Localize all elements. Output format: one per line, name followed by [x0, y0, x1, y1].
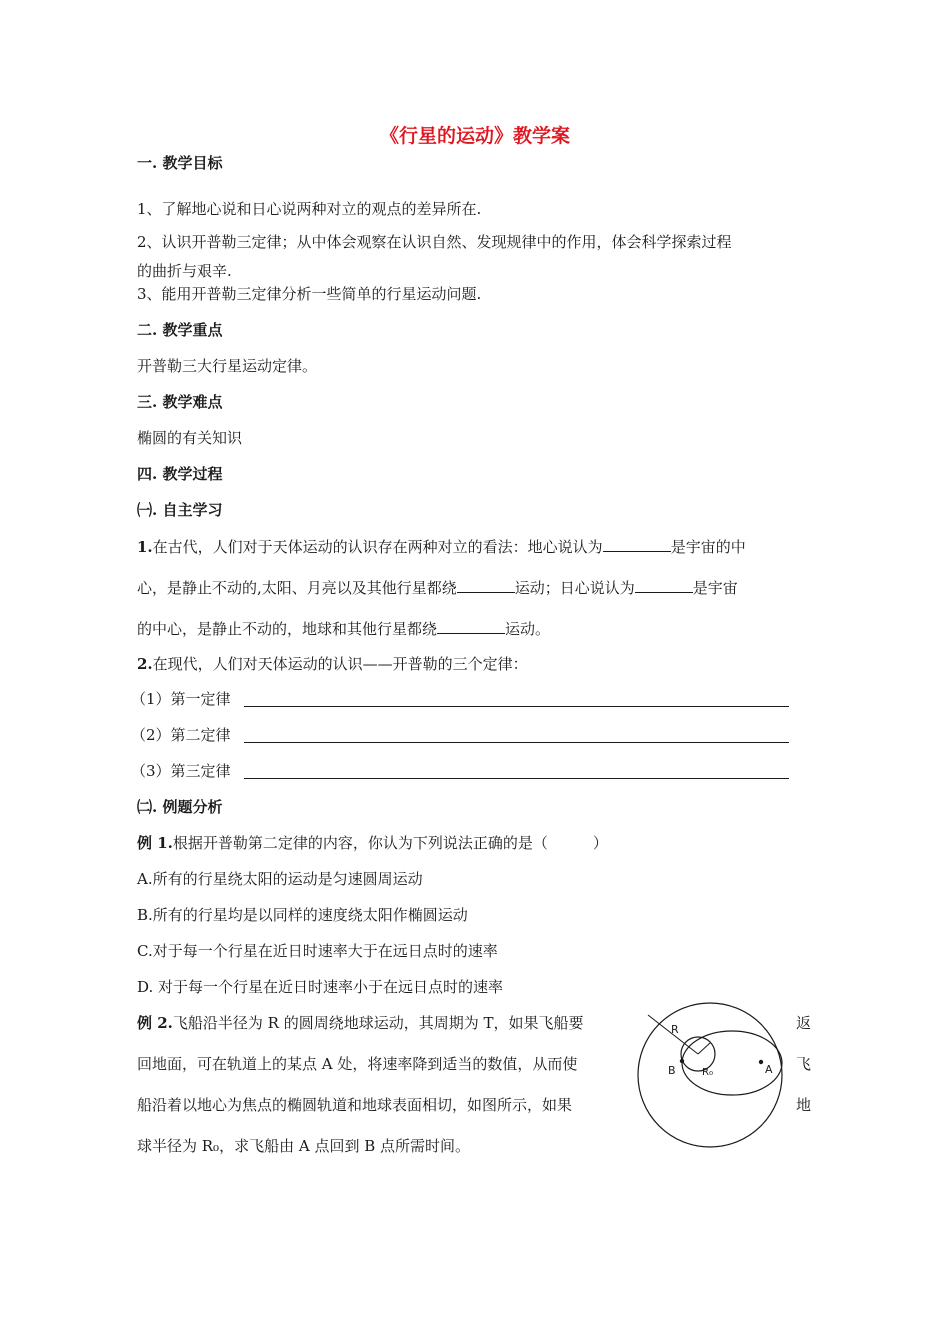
question-1-text-c: 心，是静止不动的,太阳、月亮以及其他行星都绕 — [137, 579, 457, 597]
question-2-number: 2. — [137, 655, 153, 673]
question-1-number: 1. — [137, 538, 153, 556]
example-2-line-2-end: 飞 — [796, 1055, 812, 1073]
example-2-line-3: 船沿着以地心为焦点的椭圆轨道和地球表面相切，如图所示，如果 — [137, 1096, 573, 1114]
heading-self-study: ㈠. 自主学习 — [137, 501, 223, 519]
answer-blank-4[interactable] — [437, 618, 505, 634]
law-1-label: （1）第一定律 — [131, 690, 231, 708]
law-3-label: （3）第三定律 — [131, 762, 231, 780]
option-d: D. 对于每一个行星在近日时速率小于在远日点时的速率 — [137, 978, 504, 996]
question-1-line-3 — [137, 618, 550, 639]
example-2-line-3-end: 地 — [796, 1096, 812, 1114]
example-2-line-2: 回地面，可在轨道上的某点 A 处，将速率降到适当的数值，从而使 — [137, 1055, 578, 1073]
law-2-label: （2）第二定律 — [131, 726, 231, 744]
document-title: 《行星的运动》教学案 — [379, 125, 570, 147]
question-1-line-1 — [137, 536, 746, 557]
example-2-text-1: 飞船沿半径为 R 的圆周绕地球运动，其周期为 T，如果飞船要 — [172, 1014, 584, 1032]
point-a-dot — [759, 1060, 763, 1064]
example-1-text: 根据开普勒第二定律的内容，你认为下列说法正确的是（ ） — [172, 834, 608, 852]
orbit-diagram — [630, 995, 790, 1155]
option-c: C.对于每一个行星在近日时速率大于在远日点时的速率 — [137, 942, 498, 960]
heading-objectives: 一. 教学目标 — [137, 154, 223, 172]
label-a: A — [765, 1063, 773, 1076]
radius-r0-line — [698, 1043, 710, 1054]
label-r: R — [671, 1023, 679, 1036]
objective-3: 3、能用开普勒三定律分析一些简单的行星运动问题. — [137, 285, 482, 303]
example-1 — [137, 833, 608, 853]
question-1-text-f: 的中心，是静止不动的，地球和其他行星都绕 — [137, 620, 438, 638]
example-2-line-4: 球半径为 R₀，求飞船由 A 点回到 B 点所需时间。 — [137, 1137, 471, 1155]
key-points-text: 开普勒三大行星运动定律。 — [137, 357, 318, 375]
example-2-label: 例 2. — [137, 1014, 173, 1032]
example-2-line-1 — [137, 1013, 584, 1033]
heading-process: 四. 教学过程 — [137, 465, 223, 483]
example-2-line-1-end: 返 — [796, 1014, 812, 1032]
law-3-answer-line[interactable] — [244, 778, 789, 779]
heading-examples: ㈡. 例题分析 — [137, 798, 223, 816]
objective-2-cont: 的曲折与艰辛. — [137, 262, 232, 280]
question-1-text-e: 是宇宙 — [692, 579, 738, 597]
label-r0: R₀ — [702, 1067, 713, 1078]
heading-difficulties: 三. 教学难点 — [137, 393, 223, 411]
law-1-answer-line[interactable] — [244, 706, 789, 707]
question-1-text-a: 在古代，人们对于天体运动的认识存在两种对立的看法：地心说认为 — [152, 538, 603, 556]
question-2 — [137, 654, 528, 674]
objective-2: 2、认识开普勒三定律；从中体会观察在认识自然、发现规律中的作用，体会科学探索过程 — [137, 233, 732, 251]
question-1-text-d: 运动；日心说认为 — [514, 579, 635, 597]
question-1-line-2 — [137, 577, 738, 598]
label-b: B — [668, 1064, 676, 1077]
answer-blank-2[interactable] — [457, 577, 515, 593]
example-1-label: 例 1. — [137, 834, 173, 852]
option-a: A.所有的行星绕太阳的运动是匀速圆周运动 — [137, 870, 423, 888]
question-1-text-b: 是宇宙的中 — [670, 538, 746, 556]
answer-blank-1[interactable] — [603, 536, 671, 552]
heading-key-points: 二. 教学重点 — [137, 321, 223, 339]
question-1-text-g: 运动。 — [505, 620, 551, 638]
difficulties-text: 椭圆的有关知识 — [137, 429, 243, 447]
option-b: B.所有的行星均是以同样的速度绕太阳作椭圆运动 — [137, 906, 468, 924]
answer-blank-3[interactable] — [635, 577, 693, 593]
law-2-answer-line[interactable] — [244, 742, 789, 743]
question-2-text: 在现代，人们对天体运动的认识——开普勒的三个定律： — [152, 655, 528, 673]
objective-1: 1、了解地心说和日心说两种对立的观点的差异所在. — [137, 200, 482, 218]
point-b-dot — [680, 1059, 684, 1063]
